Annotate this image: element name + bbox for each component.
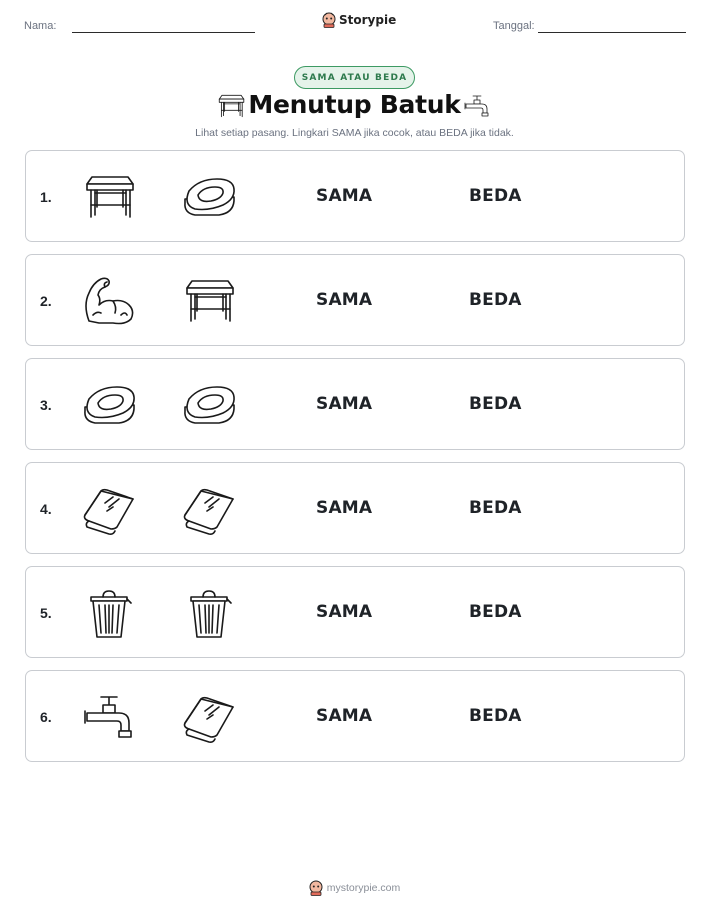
soap-icon bbox=[179, 375, 239, 435]
activity-badge: SAMA ATAU BEDA bbox=[294, 66, 415, 89]
faucet-icon bbox=[79, 687, 139, 747]
tissue-icon bbox=[179, 479, 239, 539]
instructions: Lihat setiap pasang. Lingkari SAMA jika cocok, atau BEDA jika tidak. bbox=[195, 127, 514, 139]
table-icon bbox=[215, 90, 247, 122]
question-row-1 bbox=[25, 150, 685, 242]
page-footer bbox=[0, 880, 709, 896]
storypie-mascot-icon bbox=[309, 880, 323, 896]
different-option[interactable]: BEDA bbox=[469, 706, 522, 726]
question-number: 5. bbox=[40, 605, 52, 621]
question-number: 3. bbox=[40, 397, 52, 413]
question-number: 4. bbox=[40, 501, 52, 517]
same-option[interactable]: SAMA bbox=[316, 706, 373, 726]
question-row-4 bbox=[25, 462, 685, 554]
question-row-3 bbox=[25, 358, 685, 450]
name-input-line[interactable] bbox=[72, 32, 255, 33]
soap-icon bbox=[79, 375, 139, 435]
soap-icon bbox=[179, 167, 239, 227]
same-option[interactable]: SAMA bbox=[316, 602, 373, 622]
table-icon bbox=[79, 167, 139, 227]
different-option[interactable]: BEDA bbox=[469, 602, 522, 622]
table-icon bbox=[179, 271, 239, 331]
date-label: Tanggal: bbox=[493, 20, 535, 32]
faucet-icon bbox=[462, 91, 492, 121]
different-option[interactable]: BEDA bbox=[469, 394, 522, 414]
trash-can-icon bbox=[179, 583, 239, 643]
question-number: 1. bbox=[40, 189, 52, 205]
question-number: 2. bbox=[40, 293, 52, 309]
question-number: 6. bbox=[40, 709, 52, 725]
date-input-line[interactable] bbox=[538, 32, 686, 33]
footer-site-link[interactable]: mystorypie.com bbox=[326, 882, 401, 894]
page-title: Menutup Batuk bbox=[248, 90, 461, 119]
name-label: Nama: bbox=[24, 20, 57, 32]
flexed-arm-icon bbox=[79, 271, 139, 331]
different-option[interactable]: BEDA bbox=[469, 498, 522, 518]
trash-can-icon bbox=[79, 583, 139, 643]
tissue-icon bbox=[79, 479, 139, 539]
tissue-icon bbox=[179, 687, 239, 747]
question-row-2 bbox=[25, 254, 685, 346]
storypie-mascot-icon bbox=[322, 12, 336, 28]
brand-name: Storypie bbox=[339, 13, 397, 27]
different-option[interactable]: BEDA bbox=[469, 186, 522, 206]
same-option[interactable]: SAMA bbox=[316, 498, 373, 518]
same-option[interactable]: SAMA bbox=[316, 290, 373, 310]
question-row-5 bbox=[25, 566, 685, 658]
same-option[interactable]: SAMA bbox=[316, 186, 373, 206]
worksheet-header bbox=[0, 0, 709, 44]
different-option[interactable]: BEDA bbox=[469, 290, 522, 310]
title-row bbox=[0, 90, 709, 124]
same-option[interactable]: SAMA bbox=[316, 394, 373, 414]
question-row-6 bbox=[25, 670, 685, 762]
brand-logo bbox=[322, 12, 396, 28]
